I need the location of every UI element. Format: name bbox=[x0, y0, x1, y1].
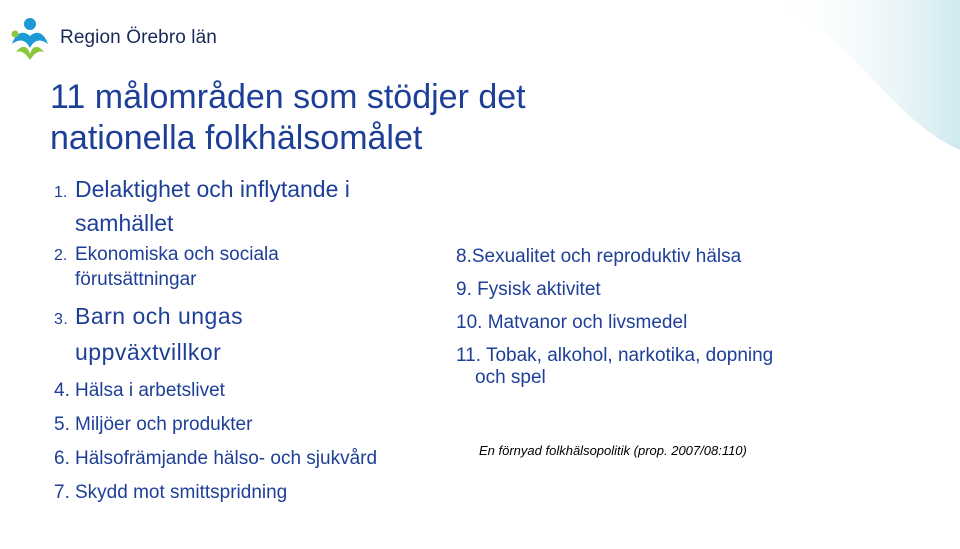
list-item: 9. Fysisk aktivitet bbox=[456, 279, 601, 300]
reference-citation: En förnyad folkhälsopolitik (prop. 2007/08:110) bbox=[479, 443, 747, 458]
list-item: 6. Hälsofrämjande hälso- och sjukvård bbox=[54, 448, 378, 469]
list-item: 3. Barn och ungas uppväxtvillkor bbox=[54, 303, 244, 365]
list-item: 8.Sexualitet och reproduktiv hälsa bbox=[456, 246, 742, 267]
logo-text: Region Örebro län bbox=[60, 27, 217, 48]
target-areas-list-left bbox=[54, 174, 454, 510]
list-item: 5. Miljöer och produkter bbox=[54, 414, 253, 435]
list-item: 7. Skydd mot smittspridning bbox=[54, 482, 288, 503]
page-title: 11 målområden som stödjer det nationella folkhälsomålet bbox=[50, 78, 526, 157]
list-item: 10. Matvanor och livsmedel bbox=[456, 312, 688, 333]
list-item: 11. Tobak, alkohol, narkotika, dopning och spel bbox=[456, 345, 774, 388]
list-item: 1. Delaktighet och inflytande i samhället bbox=[54, 176, 350, 236]
target-areas-list-right bbox=[456, 240, 836, 389]
logo-mark-icon bbox=[6, 14, 54, 62]
list-item: 4. Hälsa i arbetslivet bbox=[54, 380, 225, 401]
region-logo bbox=[6, 14, 217, 62]
list-item: 2. Ekonomiska och sociala förutsättningar bbox=[54, 244, 279, 290]
